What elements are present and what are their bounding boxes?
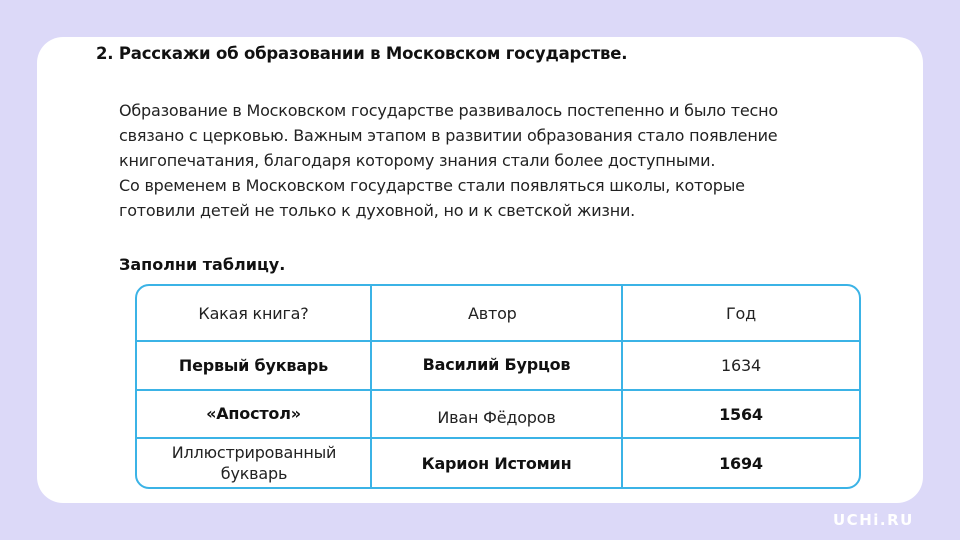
table-cell-book: Первый букварь bbox=[178, 356, 329, 375]
paragraph-line: готовили детей не только к духовной, но и к светской жизни. bbox=[119, 201, 636, 220]
table-cell-author: Василий Бурцов bbox=[422, 354, 571, 374]
paragraph-line: Со временем в Московском государстве стали появляться школы, которые bbox=[119, 176, 745, 195]
books-table bbox=[135, 284, 861, 489]
header-year: Год bbox=[725, 303, 756, 323]
table-cell-author: Карион Истомин bbox=[421, 453, 572, 473]
paragraph-line: Образование в Московском государстве развивалось постепенно и было тесно bbox=[119, 101, 778, 120]
table-cell-book: Иллюстрированный букварь bbox=[171, 443, 337, 483]
task-title: 2. Расскажи об образовании в Московском государстве. bbox=[96, 44, 628, 63]
table-cell-book: «Апостол» bbox=[206, 403, 301, 423]
table-cell-year: 1564 bbox=[719, 404, 763, 424]
table-instruction: Заполни таблицу. bbox=[119, 255, 286, 274]
table-cell-year: 1634 bbox=[721, 356, 761, 375]
table-cell-author: Иван Фёдоров bbox=[437, 407, 556, 427]
table-cell-year: 1694 bbox=[719, 453, 763, 473]
task-paragraph bbox=[119, 98, 859, 223]
paragraph-line: связано с церковью. Важным этапом в развитии образования стало появление bbox=[119, 126, 778, 145]
header-book: Какая книга? bbox=[198, 303, 309, 323]
paragraph-line: книгопечатания, благодаря которому знания стали более доступными. bbox=[119, 151, 716, 170]
header-author: Автор bbox=[468, 303, 517, 323]
uchi-logo: UCHi.RU bbox=[833, 511, 914, 529]
